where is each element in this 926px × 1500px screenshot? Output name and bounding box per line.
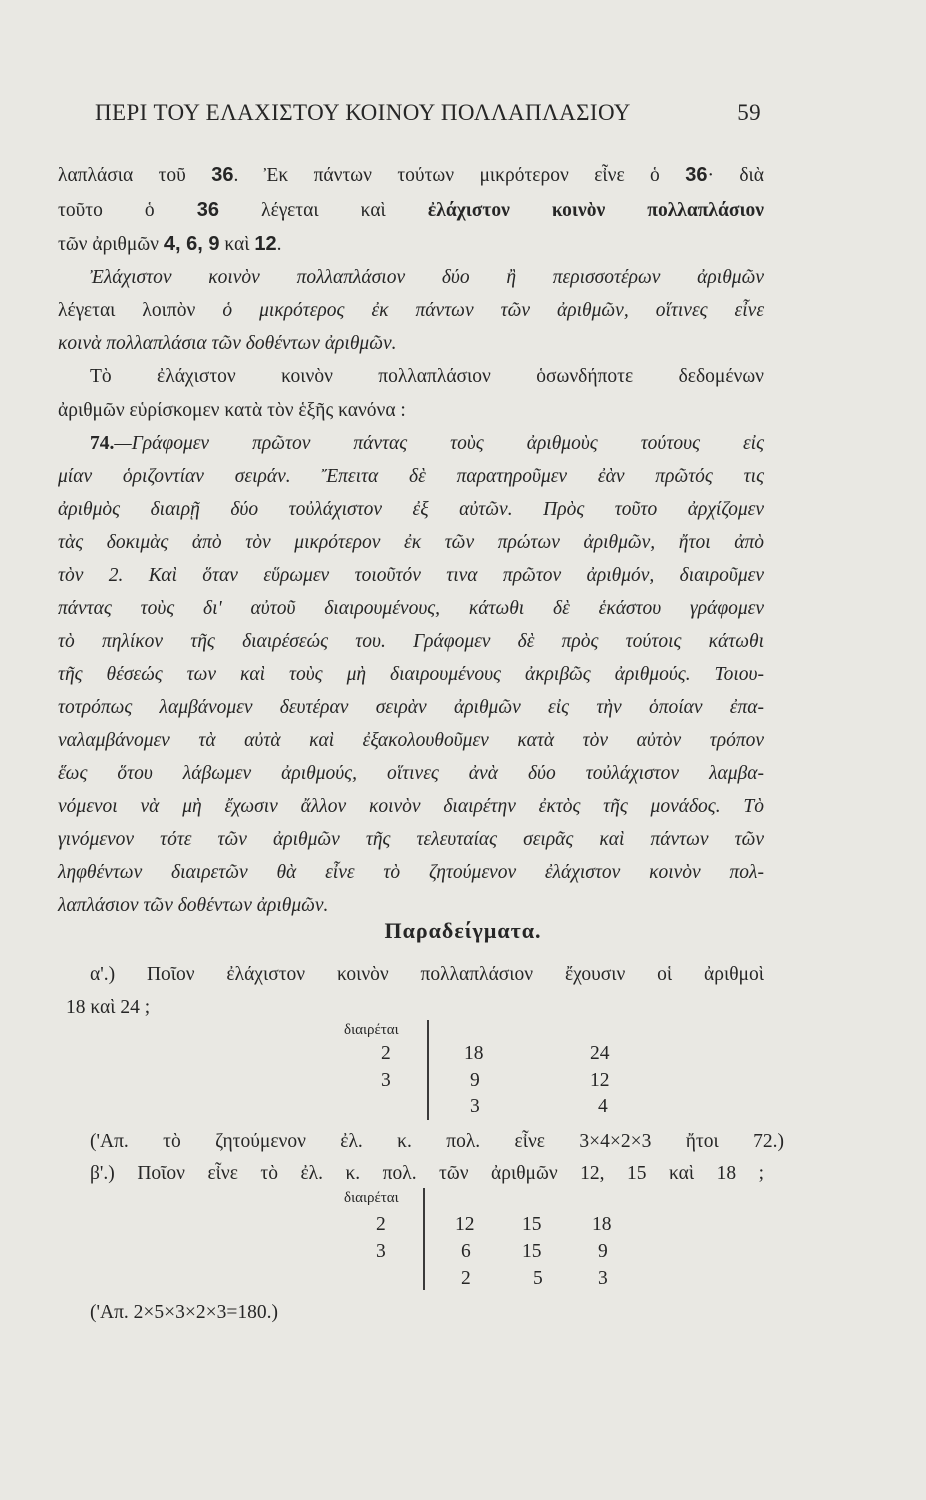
- number-span: 36: [211, 164, 234, 186]
- text-span: τῶν ἀριθμῶν: [58, 234, 164, 255]
- section-74-line-2: μίαν ὁριζοντίαν σειράν. Ἔπειτα δὲ παρατηροῦμεν ἐὰν πρῶτός τις: [58, 466, 764, 487]
- text-span: καὶ: [219, 234, 255, 255]
- divisor-rule: [427, 1020, 429, 1120]
- divisor-cell: 3: [381, 1070, 391, 1091]
- intro-line-1: [58, 162, 764, 189]
- divisor-cell: 3: [376, 1241, 386, 1262]
- text-span: τοῦτο ὁ: [58, 200, 197, 221]
- value-cell: 18: [592, 1214, 612, 1235]
- text-span: Ποῖον εἶνε τὸ ἐλ. κ. πολ. τῶν ἀριθμῶν 12, 15 καὶ 18 ;: [137, 1163, 765, 1184]
- running-header: [95, 100, 775, 126]
- divisor-cell: 2: [376, 1214, 386, 1235]
- section-74-line-12: νόμενοι νὰ μὴ ἔχωσιν ἄλλον κοινὸν διαιρέτην ἐκτὸς τῆς μονάδος. Τὸ: [58, 796, 764, 817]
- value-cell: 3: [470, 1096, 480, 1117]
- text-span: λέγεται καὶ: [219, 200, 428, 221]
- section-74-line-9: τοτρόπως λαμβάνομεν δευτέραν σειρὰν ἀριθμῶν εἰς τὴν ὁποίαν ἐπα-: [58, 697, 764, 718]
- section-74-line-15: λαπλάσιον τῶν δοθέντων ἀριθμῶν.: [58, 895, 329, 916]
- number-span: 12: [254, 233, 277, 255]
- value-cell: 3: [598, 1268, 608, 1289]
- bold-term: ἐλάχιστον κοινὸν πολλαπλάσιον: [427, 200, 764, 221]
- header-title: ΠΕΡΙ ΤΟΥ ΕΛΑΧΙΣΤΟΥ ΚΟΙΝΟΥ ΠΟΛΛΑΠΛΑΣΙΟΥ: [95, 100, 631, 125]
- section-74-line-13: γινόμενον τότε τῶν ἀριθμῶν τῆς τελευταίας σειρᾶς καὶ πάντων τῶν: [58, 829, 764, 850]
- text-span: Ποῖον ἐλάχιστον κοινὸν πολλαπλάσιον ἔχουσιν οἱ ἀριθμοὶ: [146, 964, 765, 985]
- example-b-answer: ('Απ. 2×5×3×2×3=180.): [90, 1302, 279, 1323]
- section-74-line-1: [90, 431, 764, 457]
- rule-intro-line-2: ἀριθμῶν εὑρίσκομεν κατὰ τὸν ἑξῆς κανόνα :: [58, 400, 406, 421]
- example-label: β'.): [90, 1163, 115, 1184]
- value-cell: 9: [598, 1241, 608, 1262]
- intro-line-2: [58, 197, 764, 224]
- text-span: · διὰ: [707, 165, 765, 186]
- section-74-line-10: ναλαμβάνομεν τὰ αὐτὰ καὶ ἐξακολουθοῦμεν κατὰ τὸν αὐτὸν τρόπον: [58, 730, 764, 751]
- number-span: 36: [196, 199, 220, 221]
- value-cell: 15: [522, 1214, 542, 1235]
- section-74-line-3: ἀριθμὸς διαιρῇ δύο τοὐλάχιστον ἐξ αὐτῶν. Πρὸς τοῦτο ἀρχίζομεν: [58, 499, 764, 520]
- definition-line-2: [58, 298, 764, 324]
- definition-line-3: κοινὰ πολλαπλάσια τῶν δοθέντων ἀριθμῶν.: [58, 333, 397, 354]
- example-label: α'.): [90, 964, 116, 985]
- number-span: 4, 6, 9: [163, 233, 220, 255]
- section-number: 74.: [90, 433, 115, 454]
- section-74-line-5: τὸν 2. Καὶ ὅταν εὕρωμεν τοιοῦτόν τινα πρῶτον ἀριθμόν, διαιροῦμεν: [58, 565, 764, 586]
- divisor-label: διαιρέται: [344, 1190, 399, 1206]
- text-span: .: [276, 234, 282, 255]
- rule-intro-line-1: Τὸ ἐλάχιστον κοινὸν πολλαπλάσιον ὁσωνδήποτε δεδομένων: [90, 366, 764, 387]
- value-cell: 9: [470, 1070, 480, 1091]
- text-span: λέγεται λοιπὸν: [58, 300, 223, 321]
- value-cell: 18: [464, 1043, 484, 1064]
- value-cell: 4: [598, 1096, 608, 1117]
- section-74-line-11: ἕως ὅτου λάβωμεν ἀριθμούς, οἵτινες ἀνὰ δύο τοὐλάχιστον λαμβα-: [58, 763, 764, 784]
- section-74-line-4: τὰς δοκιμὰς ἀπὸ τὸν μικρότερον ἐκ τῶν πρώτων ἀριθμῶν, ἤτοι ἀπὸ: [58, 532, 764, 553]
- example-b-question: [90, 1161, 764, 1187]
- text-span: . Ἐκ πάντων τούτων μικρότερον εἶνε ὁ: [233, 165, 686, 186]
- value-cell: 12: [590, 1070, 610, 1091]
- page-number: 59: [737, 100, 761, 125]
- value-cell: 24: [590, 1043, 610, 1064]
- example-a-question-line-1: [90, 962, 764, 988]
- value-cell: 6: [461, 1241, 471, 1262]
- text-span: —Γράφομεν πρῶτον πάντας τοὺς ἀριθμοὺς τούτους εἰς: [114, 433, 764, 454]
- italic-span: ὁ μικρότερος ἐκ πάντων τῶν ἀριθμῶν, οἵτινες εἶνε: [222, 300, 765, 321]
- section-74-line-14: ληφθέντων διαιρετῶν θὰ εἶνε τὸ ζητούμενον ἐλάχιστον κοινὸν πολ-: [58, 862, 764, 883]
- value-cell: 12: [455, 1214, 475, 1235]
- example-a-answer: ('Απ. τὸ ζητούμενον ἐλ. κ. πολ. εἶνε 3×4×2×3 ἤτοι 72.): [90, 1131, 784, 1152]
- section-74-line-7: τὸ πηλίκον τῆς διαιρέσεώς του. Γράφομεν δὲ πρὸς τούτοις κάτωθι: [58, 631, 764, 652]
- examples-heading: Παραδείγματα.: [384, 918, 542, 943]
- number-span: 36: [685, 164, 708, 186]
- value-cell: 2: [461, 1268, 471, 1289]
- section-74-line-8: τῆς θέσεώς των καὶ τοὺς μὴ διαιρουμένους ἀκριβῶς ἀριθμούς. Τοιου-: [58, 664, 764, 685]
- value-cell: 15: [522, 1241, 542, 1262]
- example-a-question-line-2: 18 καὶ 24 ;: [66, 997, 151, 1018]
- value-cell: 5: [533, 1268, 543, 1289]
- divisor-rule: [423, 1188, 425, 1290]
- divisor-label: διαιρέται: [344, 1022, 399, 1038]
- intro-line-3: [58, 231, 764, 258]
- text-span: λαπλάσια τοῦ: [58, 165, 212, 186]
- definition-line-1: Ἐλάχιστον κοινὸν πολλαπλάσιον δύο ἢ περισσοτέρων ἀριθμῶν: [90, 267, 764, 288]
- divisor-cell: 2: [381, 1043, 391, 1064]
- section-74-line-6: πάντας τοὺς δι' αὐτοῦ διαιρουμένους, κάτωθι δὲ ἑκάστου γράφομεν: [58, 598, 764, 619]
